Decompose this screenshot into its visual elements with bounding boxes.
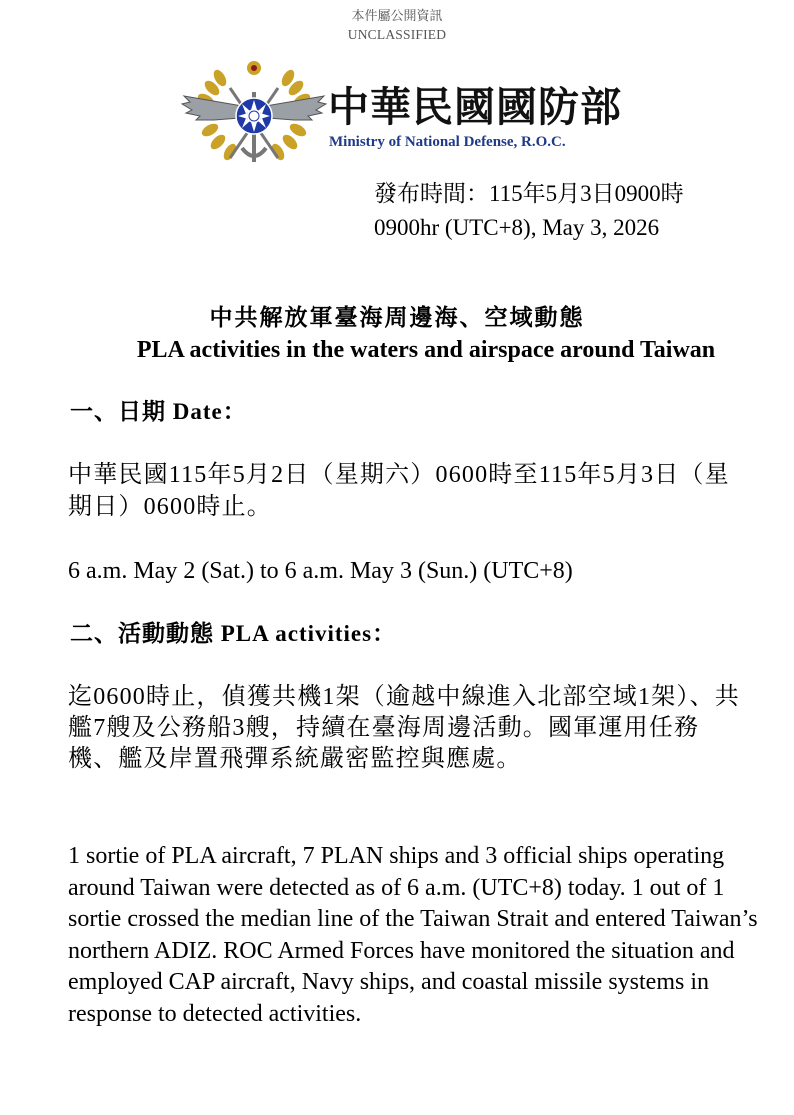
classification-en: UNCLASSIFIED: [347, 27, 447, 42]
document-title-zh: 中共解放軍臺海周邊海、空域動態: [209, 305, 585, 330]
classification-zh: 本件屬公開資訊: [351, 8, 443, 23]
release-time-zh: 發布時間：115年5月3日0900時: [374, 181, 684, 206]
mnd-emblem-icon: [180, 58, 328, 176]
release-time-en: 0900hr (UTC+8), May 3, 2026: [374, 215, 660, 240]
activities-paragraph-en: 1 sortie of PLA aircraft, 7 PLAN ships and 3 official ships operating around Taiwan were detected as of 6 a.m. (UTC+8) today. 1 out of 1 sortie crossed the median line of the Taiwan Strait and entered Taiwan’s northern ADIZ. ROC Armed Forces have monitored the situation and employed CAP aircraft, Navy ships, and coastal missile systems in response to detected activities.: [68, 843, 758, 1027]
section-heading-date: 一、日期 Date：: [70, 399, 247, 424]
section-heading-activities: 二、活動動態 PLA activities：: [70, 621, 397, 646]
date-paragraph-en: 6 a.m. May 2 (Sat.) to 6 a.m. May 3 (Sun.) (UTC+8): [68, 558, 573, 584]
activities-paragraph-zh: 迄0600時止，偵獲共機1架（逾越中線進入北部空域1架）、共艦7艘及公務船3艘，持續在臺海周邊活動。國軍運用任務機、艦及岸置飛彈系統嚴密監控與應處。: [68, 684, 740, 772]
date-paragraph-zh: 中華民國115年5月2日（星期六）0600時至115年5月3日（星期日）0600時止。: [68, 462, 730, 520]
ministry-name-en: Ministry of National Defense, R.O.C.: [329, 134, 566, 150]
ministry-name-zh: 中華民國國防部: [328, 83, 622, 131]
document-title-en: PLA activities in the waters and airspace around Taiwan: [136, 337, 716, 363]
